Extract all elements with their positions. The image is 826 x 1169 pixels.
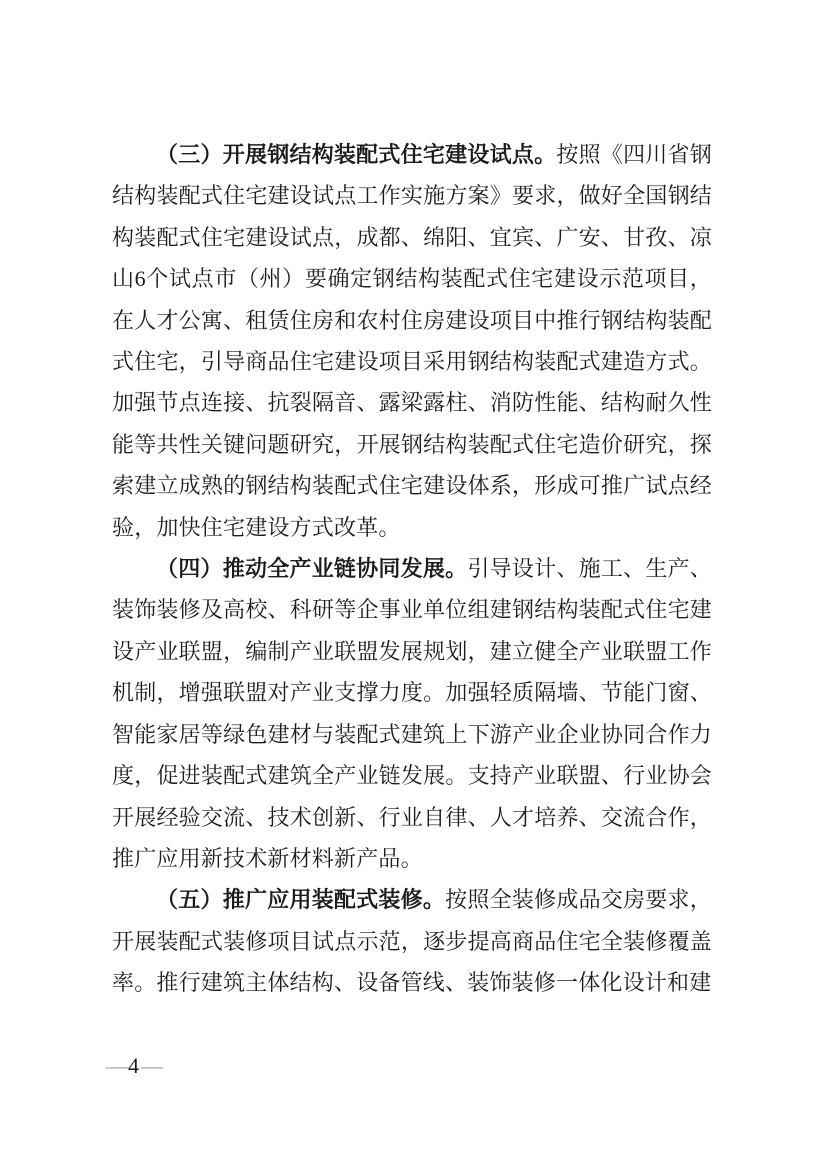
document-body xyxy=(112,134,712,1004)
paragraph-4 xyxy=(112,548,712,879)
page-number-dash-left: — xyxy=(106,1053,126,1078)
paragraph-5 xyxy=(112,879,712,1003)
paragraph-3-heading: （三）开展钢结构装配式住宅建设试点。 xyxy=(156,142,557,167)
paragraph-5-heading: （五）推广应用装配式装修。 xyxy=(156,887,446,913)
page-number-dash-right: — xyxy=(141,1053,161,1078)
paragraph-3-body: 按照《四川省钢结构装配式住宅建设试点工作实施方案》要求，做好全国钢结构装配式住宅建设试点，成都、绵阳、宜宾、广安、甘孜、凉山6个试点市（州）要确定钢结构装配式住宅建设示范项目，在人才公寓、租赁住房和农村住房建设项目中推行钢结构装配式住宅，引导商品住宅建设项目采用钢结构装配式建造方式。加强节点连接、抗裂隔音、露梁露柱、消防性能、结构耐久性能等共性关键问题研究，开展钢结构装配式住宅造价研究，探索建立成熟的钢结构装配式住宅建设体系，形成可推广试点经验，加快住宅建设方式改革。 xyxy=(112,142,712,540)
paragraph-4-body: 引导设计、施工、生产、装饰装修及高校、科研等企事业单位组建钢结构装配式住宅建设产业联盟，编制产业联盟发展规划，建立健全产业联盟工作机制，增强联盟对产业支撑力度。加强轻质隔墙、节能门窗、智能家居等绿色建材与装配式建筑上下游产业企业协同合作力度，促进装配式建筑全产业链发展。支持产业联盟、行业协会开展经验交流、技术创新、行业自律、人才培养、交流合作，推广应用新技术新材料新产品。 xyxy=(112,556,713,871)
paragraph-5-body: 按照全装修成品交房要求，开展装配式装修项目试点示范，逐步提高商品住宅全装修覆盖率。推行建筑主体结构、设备管线、装饰装修一体化设计和建 xyxy=(112,887,712,996)
page-footer xyxy=(106,1053,161,1079)
paragraph-3 xyxy=(112,134,712,548)
paragraph-4-heading: （四）推动全产业链协同发展。 xyxy=(156,556,468,582)
page-number: 4 xyxy=(128,1053,139,1078)
